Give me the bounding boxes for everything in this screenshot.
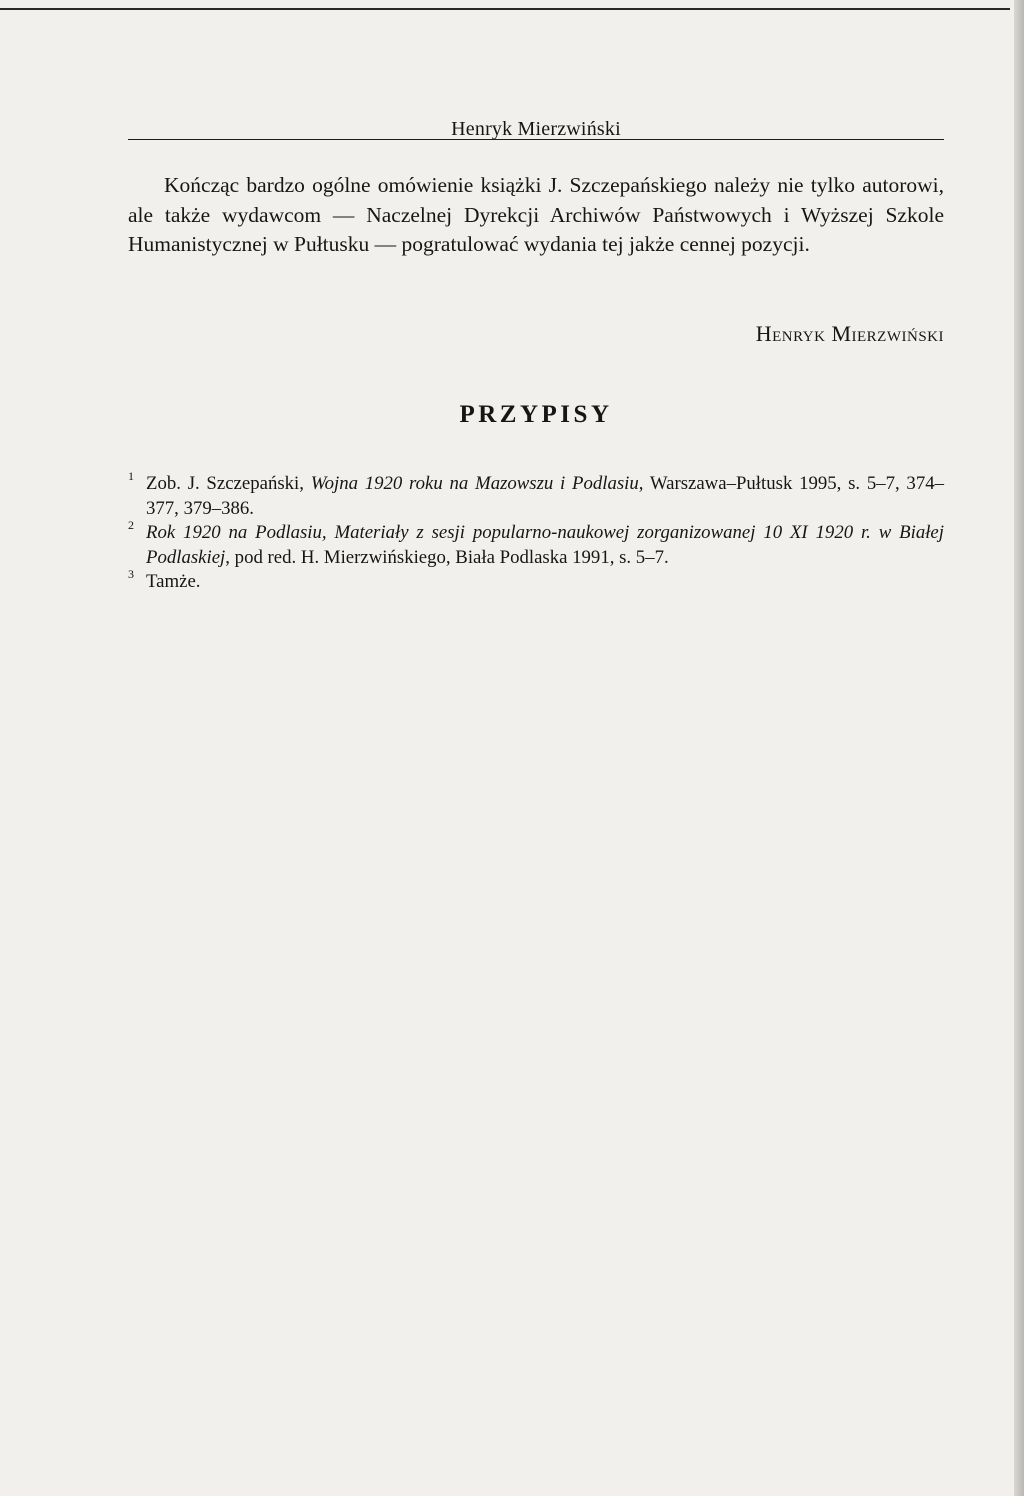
running-head: Henryk Mierzwiński — [451, 118, 621, 140]
footnote-prefix: Tamże. — [146, 571, 201, 592]
footnote-1 — [128, 469, 944, 521]
footnote-3 — [128, 567, 944, 595]
running-head-rule — [128, 139, 944, 140]
footnote-number: 2 — [128, 518, 134, 532]
notes-heading: PRZYPISY — [459, 401, 613, 428]
footnote-suffix: , pod red. H. Mierzwińskiego, Biała Podlaska 1991, s. 5–7. — [225, 546, 669, 568]
footnote-title: Wojna 1920 roku na Mazowszu i Podlasiu — [310, 473, 639, 494]
footnotes-list — [128, 469, 944, 595]
page-right-edge — [1014, 0, 1024, 1496]
page-top-rule — [0, 8, 1010, 10]
closing-paragraph: Kończąc bardzo ogólne omówienie książki J. Szczepańskiego należy nie tylko autorowi, ale także wydawcom — Naczelnej Dyrekcji Archiwów Państwowych i Wyższej Szkole Humanistycznej w Pułtusku — pogratulować wydania tej jakże cennej pozycji. — [128, 173, 944, 256]
footnote-number: 1 — [128, 469, 134, 483]
author-signature: Henryk Mierzwiński — [755, 321, 944, 346]
footnote-2 — [128, 518, 944, 570]
footnote-prefix: Zob. J. Szczepański, — [146, 473, 311, 494]
footnote-number: 3 — [128, 567, 134, 581]
footnote-title: Rok 1920 na Podlasiu, Materiały z sesji popularno-naukowej zorganizowanej 10 XI 1920 r. w Białej Podlaskiej — [146, 522, 944, 568]
footnote-suffix: , Warszawa–Pułtusk 1995, s. 5–7, 374–377, 379–386. — [146, 473, 944, 519]
